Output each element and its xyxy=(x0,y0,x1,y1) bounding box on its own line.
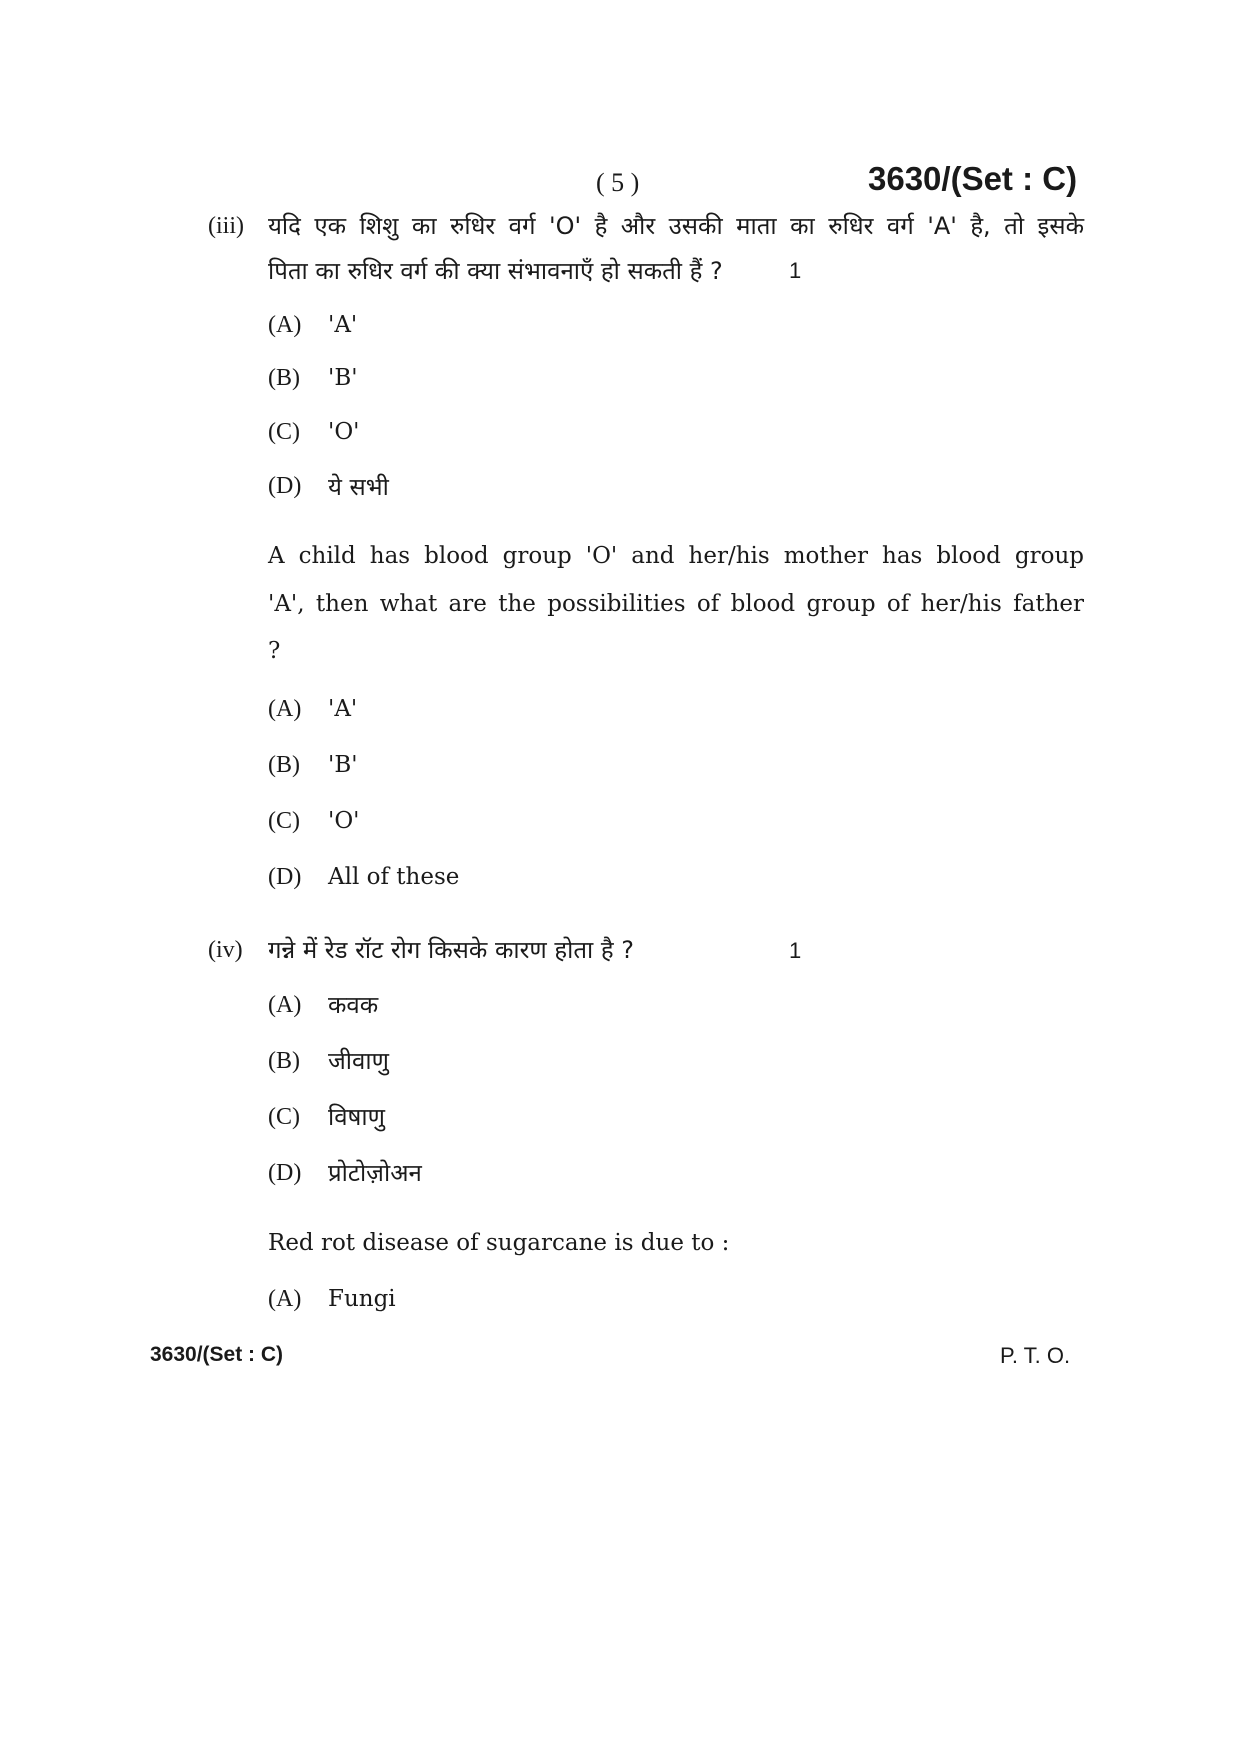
option-label: (A) xyxy=(268,696,302,722)
question-text-hindi: यदि एक शिशु का रुधिर वर्ग 'O' है और उसकी माता का रुधिर वर्ग 'A' है, तो इसके xyxy=(268,212,1084,240)
option-label: (C) xyxy=(268,1104,300,1130)
option-text: 'O' xyxy=(328,808,360,834)
question-text-english-cont: 'A', then what are the possibilities of blood group of her/his father xyxy=(268,591,1084,617)
option-text: कवक xyxy=(328,991,379,1019)
question-text-english: Red rot disease of sugarcane is due to : xyxy=(268,1230,730,1256)
option-label: (A) xyxy=(268,1286,302,1312)
option-text: प्रोटोज़ोअन xyxy=(328,1159,422,1187)
option-label: (C) xyxy=(268,419,300,445)
option-label: (D) xyxy=(268,864,302,890)
option-label: (B) xyxy=(268,365,300,391)
question-text-hindi-cont: पिता का रुधिर वर्ग की क्या संभावनाएँ हो सकती हैं ? xyxy=(268,257,723,285)
option-label: (B) xyxy=(268,1048,300,1074)
question-text-hindi: गन्ने में रेड रॉट रोग किसके कारण होता है ? xyxy=(268,936,634,964)
paper-code-footer: 3630/(Set : C) xyxy=(150,1343,284,1366)
option-text: Fungi xyxy=(328,1286,396,1312)
marks: 1 xyxy=(789,258,802,283)
option-label: (A) xyxy=(268,992,302,1018)
option-text: 'B' xyxy=(328,752,358,778)
marks: 1 xyxy=(789,938,802,963)
option-text: विषाणु xyxy=(328,1103,385,1131)
option-label: (D) xyxy=(268,1160,302,1186)
option-text: 'B' xyxy=(328,365,358,391)
option-text: All of these xyxy=(328,864,460,890)
question-text-english-cont: ? xyxy=(268,638,281,664)
page-number: ( 5 ) xyxy=(596,168,640,197)
question-number: (iv) xyxy=(208,937,243,963)
option-label: (D) xyxy=(268,473,302,499)
paper-code-header: 3630/(Set : C) xyxy=(868,160,1078,197)
pto-label: P. T. O. xyxy=(1000,1343,1071,1368)
option-text: 'O' xyxy=(328,419,360,445)
option-text: ये सभी xyxy=(328,473,389,501)
option-text: 'A' xyxy=(328,696,358,722)
option-text: 'A' xyxy=(328,312,358,338)
question-number: (iii) xyxy=(208,213,244,239)
option-label: (A) xyxy=(268,312,302,338)
option-label: (B) xyxy=(268,752,300,778)
question-text-english: A child has blood group 'O' and her/his mother has blood group xyxy=(268,543,1084,569)
option-text: जीवाणु xyxy=(328,1047,389,1075)
option-label: (C) xyxy=(268,808,300,834)
